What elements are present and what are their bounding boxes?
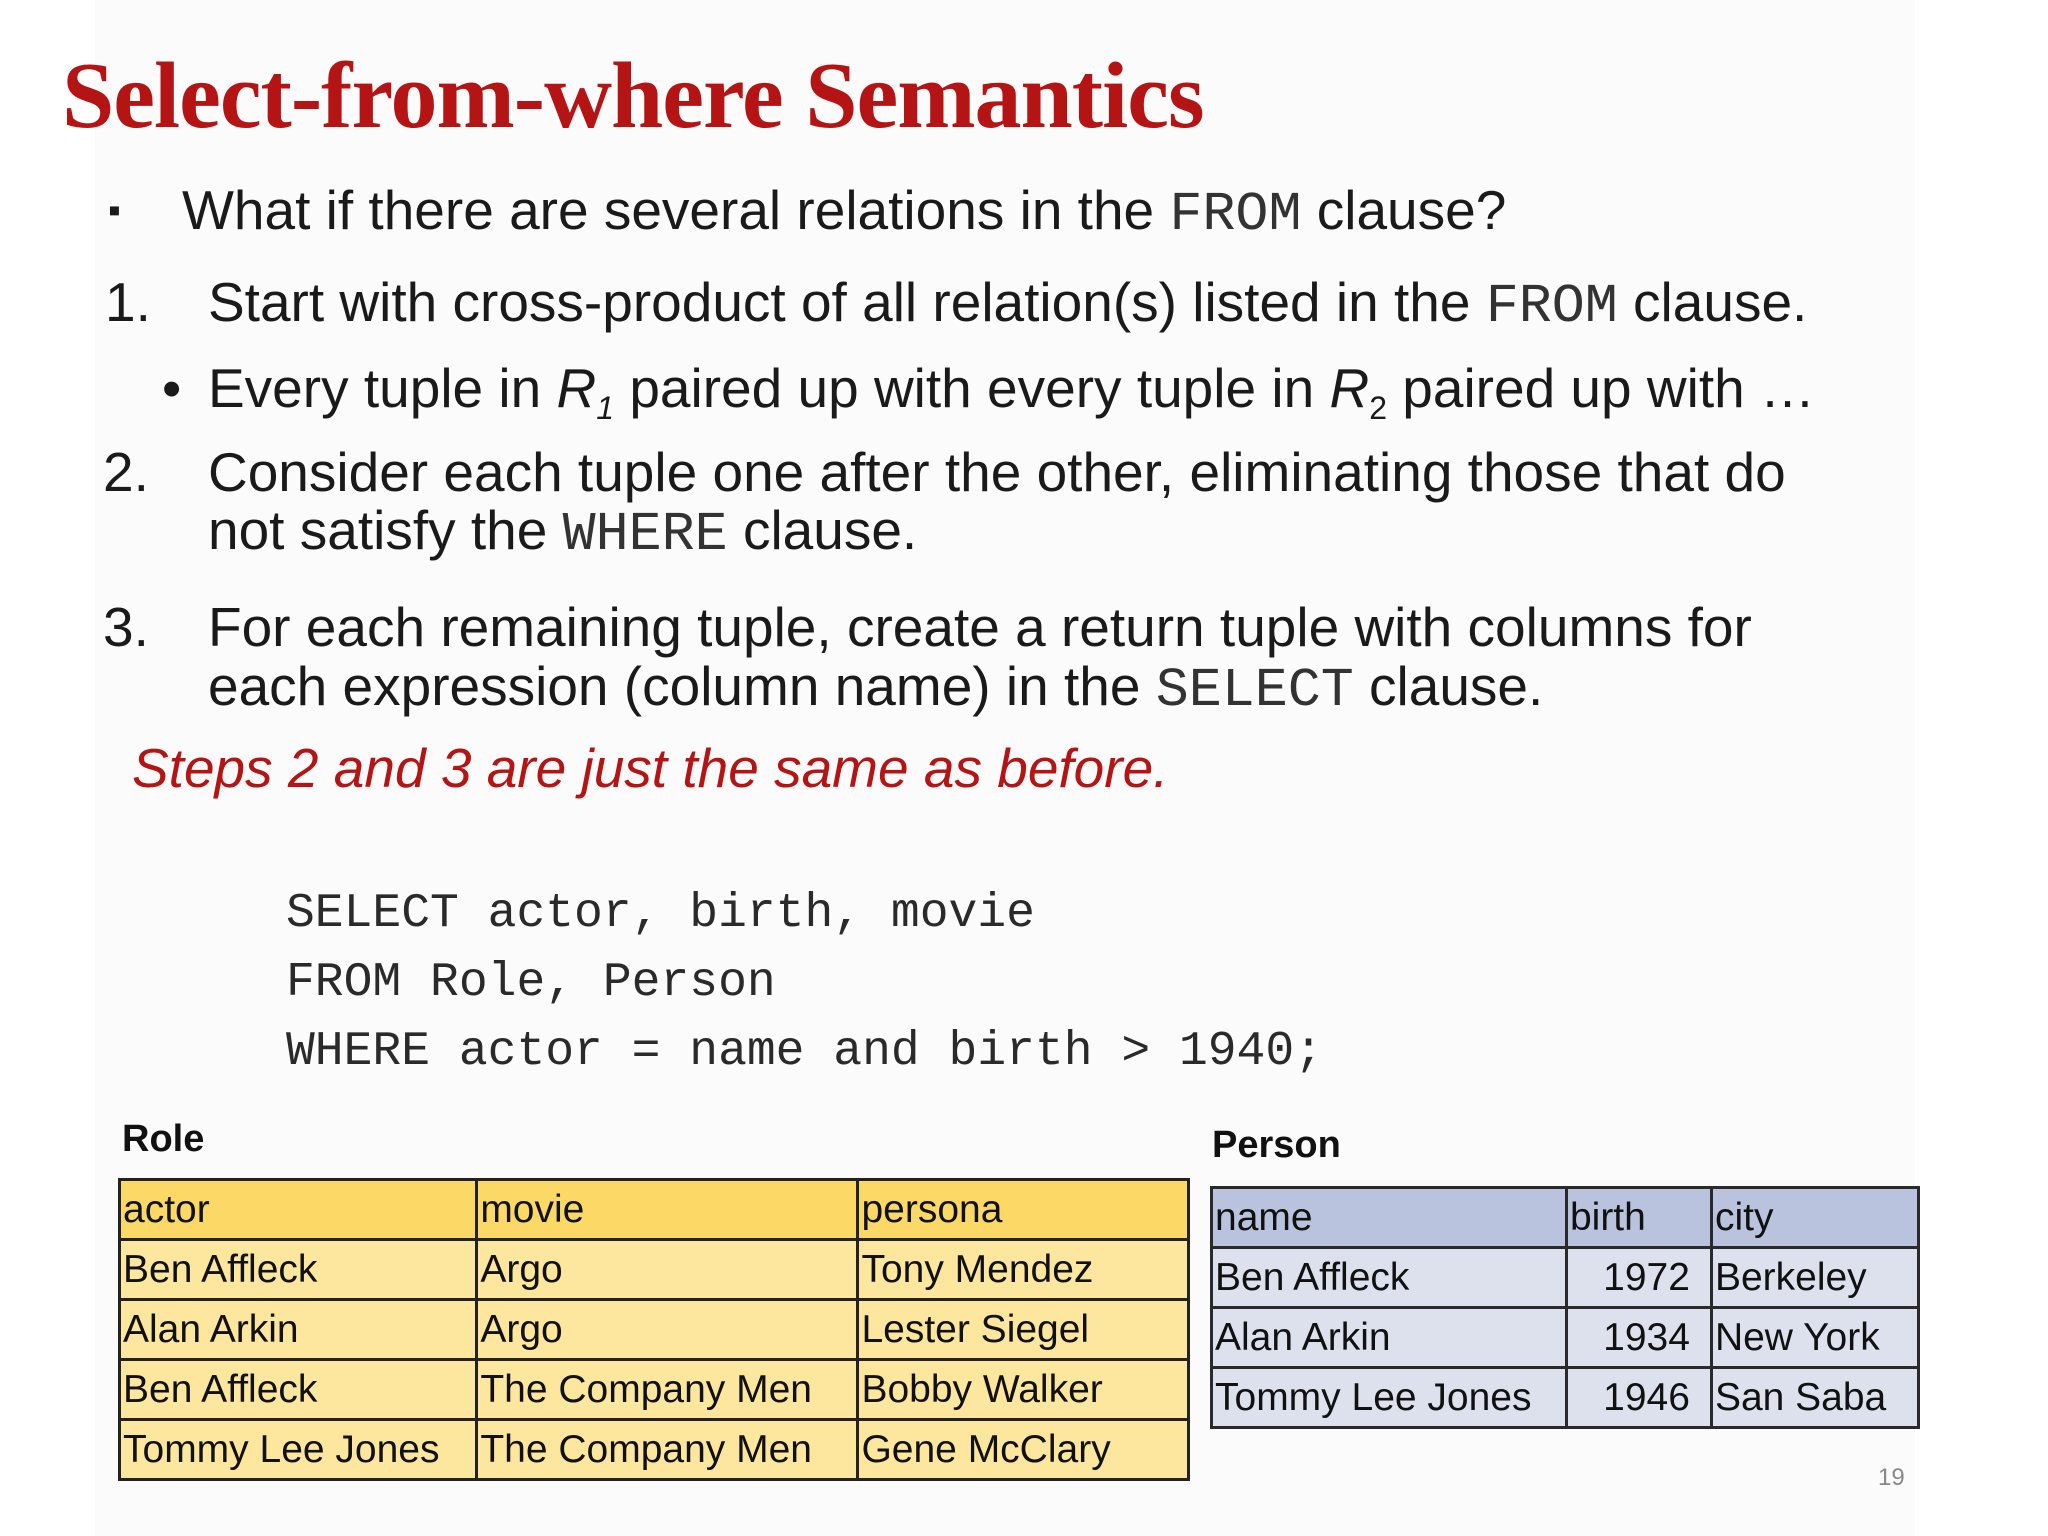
step-3-line-2 xyxy=(208,656,1543,721)
step-2-tail: clause. xyxy=(727,499,918,561)
table-cell: Argo xyxy=(477,1300,858,1360)
bullet-intro-text: What if there are several relations in the xyxy=(182,179,1170,241)
sub-bullet-text: paired up with every tuple in xyxy=(614,357,1330,419)
column-header: movie xyxy=(477,1180,858,1240)
column-header: city xyxy=(1711,1188,1918,1248)
table-cell: Bobby Walker xyxy=(858,1360,1189,1420)
table-cell: Ben Affleck xyxy=(120,1360,477,1420)
subscript-1: 1 xyxy=(596,390,615,426)
table-cell: Tommy Lee Jones xyxy=(120,1420,477,1480)
table-row xyxy=(1212,1308,1919,1368)
step-1-tail: clause. xyxy=(1617,271,1808,333)
step-3-line-1: For each remaining tuple, create a return tuple with columns for xyxy=(208,596,1752,658)
sql-line-select: SELECT actor, birth, movie xyxy=(286,887,1035,941)
sub-bullet-text: paired up with … xyxy=(1386,357,1815,419)
step-3-number: 3. xyxy=(103,596,149,658)
sub-bullet-cross-product xyxy=(208,358,1815,438)
slide-title: Select-from-where Semantics xyxy=(62,44,1204,148)
person-table-caption: Person xyxy=(1212,1124,1341,1166)
table-cell: Berkeley xyxy=(1711,1248,1918,1308)
step-1-text: Start with cross-product of all relation(s) listed in the xyxy=(208,271,1486,333)
table-row xyxy=(1212,1368,1919,1428)
relation-r1: R xyxy=(556,357,597,419)
step-1-number: 1. xyxy=(105,271,151,333)
dot-bullet-icon: • xyxy=(162,357,182,419)
table-cell: 1972 xyxy=(1566,1248,1711,1308)
table-cell: Alan Arkin xyxy=(120,1300,477,1360)
table-cell: Tommy Lee Jones xyxy=(1212,1368,1567,1428)
step-1 xyxy=(208,272,1807,337)
bullet-intro xyxy=(182,180,1506,245)
table-cell: 1934 xyxy=(1566,1308,1711,1368)
step-3-text: each expression (column name) in the xyxy=(208,655,1156,717)
table-cell: Ben Affleck xyxy=(1212,1248,1567,1308)
square-bullet-icon: ▪ xyxy=(108,189,121,230)
code-keyword: WHERE xyxy=(562,503,728,566)
table-cell: The Company Men xyxy=(477,1420,858,1480)
steps-note: Steps 2 and 3 are just the same as before. xyxy=(132,737,1169,799)
table-cell: Ben Affleck xyxy=(120,1240,477,1300)
table-row xyxy=(120,1360,1189,1420)
role-table-caption: Role xyxy=(122,1118,205,1160)
person-table xyxy=(1210,1186,1920,1429)
table-cell: Argo xyxy=(477,1240,858,1300)
table-row xyxy=(120,1300,1189,1360)
sql-query xyxy=(286,880,1323,1087)
step-3-tail: clause. xyxy=(1353,655,1544,717)
subscript-2: 2 xyxy=(1369,390,1387,426)
column-header: actor xyxy=(120,1180,477,1240)
table-header-row xyxy=(1212,1188,1919,1248)
sql-line-where: WHERE actor = name and birth > 1940; xyxy=(286,1025,1323,1079)
step-2-line-2 xyxy=(208,500,917,565)
page-number: 19 xyxy=(1878,1464,1905,1491)
column-header: persona xyxy=(858,1180,1189,1240)
table-cell: Gene McClary xyxy=(858,1420,1189,1480)
code-keyword: FROM xyxy=(1485,275,1618,338)
table-cell: Tony Mendez xyxy=(858,1240,1189,1300)
column-header: name xyxy=(1212,1188,1567,1248)
role-table xyxy=(118,1178,1190,1481)
sql-line-from: FROM Role, Person xyxy=(286,956,776,1010)
bullet-intro-tail: clause? xyxy=(1301,179,1507,241)
table-cell: 1946 xyxy=(1566,1368,1711,1428)
table-cell: Alan Arkin xyxy=(1212,1308,1567,1368)
code-keyword: FROM xyxy=(1169,183,1302,246)
sub-bullet-text: Every tuple in xyxy=(208,357,557,419)
step-2-number: 2. xyxy=(103,441,149,503)
table-header-row xyxy=(120,1180,1189,1240)
table-cell: The Company Men xyxy=(477,1360,858,1420)
table-cell: San Saba xyxy=(1711,1368,1918,1428)
column-header: birth xyxy=(1566,1188,1711,1248)
relation-r2: R xyxy=(1329,357,1370,419)
table-row xyxy=(1212,1248,1919,1308)
table-cell: New York xyxy=(1711,1308,1918,1368)
code-keyword: SELECT xyxy=(1155,659,1354,722)
table-cell: Lester Siegel xyxy=(858,1300,1189,1360)
step-2-text: not satisfy the xyxy=(208,499,563,561)
table-row xyxy=(120,1420,1189,1480)
table-row xyxy=(120,1240,1189,1300)
step-2-line-1: Consider each tuple one after the other, eliminating those that do xyxy=(208,441,1786,503)
